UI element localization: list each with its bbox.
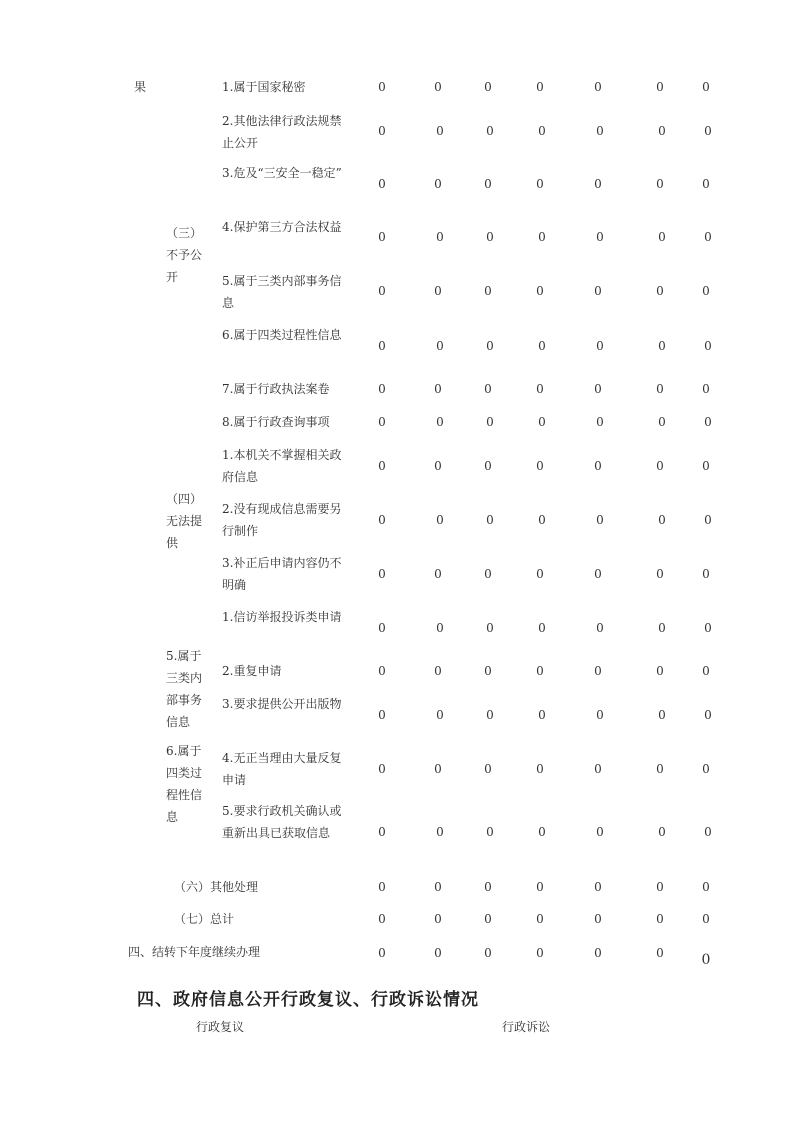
- value-cell: 0: [704, 415, 712, 429]
- value-cell: 0: [378, 567, 386, 581]
- value-cell: 0: [594, 177, 602, 191]
- value-cell: 0: [658, 415, 666, 429]
- value-cell: 0: [538, 513, 546, 527]
- value-cell: 0: [538, 708, 546, 722]
- value-cell: 0: [536, 912, 544, 926]
- value-cell: 0: [484, 912, 492, 926]
- value-cell: 0: [484, 664, 492, 678]
- value-cell: 0: [484, 762, 492, 776]
- value-cell: 0: [594, 946, 602, 960]
- value-cell: 0: [596, 124, 604, 138]
- value-cell: 0: [538, 124, 546, 138]
- value-cell: 0: [656, 459, 664, 473]
- value-cell: 0: [434, 664, 442, 678]
- value-cell: 0: [594, 664, 602, 678]
- value-cell: 0: [656, 762, 664, 776]
- value-cell: 0: [596, 230, 604, 244]
- value-cell: 0: [536, 762, 544, 776]
- group-label-process-info: 6.属于四类过程性信息: [166, 744, 203, 824]
- group-label-internal-affairs: 5.属于三类内部事务信息: [166, 649, 203, 729]
- row-label: 5.属于三类内部事务信息: [222, 274, 342, 310]
- value-cell: 0: [378, 880, 386, 894]
- value-cell: 0: [658, 621, 666, 635]
- value-cell: 0: [656, 284, 664, 298]
- row-label: 4.无正当理由大量反复申请: [222, 751, 342, 787]
- value-cell: 0: [594, 567, 602, 581]
- value-cell: 0: [436, 621, 444, 635]
- value-cell: 0: [656, 880, 664, 894]
- value-cell: 0: [536, 284, 544, 298]
- value-cell: 0: [378, 513, 386, 527]
- value-cell: 0: [702, 80, 710, 94]
- row-label: 4.保护第三方合法权益: [222, 220, 342, 234]
- row-label-total: （七）总计: [174, 912, 235, 926]
- value-cell: 0: [484, 177, 492, 191]
- value-cell: 0: [701, 952, 711, 968]
- value-cell: 0: [378, 80, 386, 94]
- value-cell: 0: [594, 880, 602, 894]
- group-label-not-disclosed: （三）不予公开: [166, 226, 203, 284]
- value-cell: 0: [378, 339, 386, 353]
- value-cell: 0: [436, 415, 444, 429]
- group-label-cannot-provide: （四）无法提供: [166, 492, 203, 550]
- value-cell: 0: [378, 177, 386, 191]
- value-cell: 0: [436, 124, 444, 138]
- value-cell: 0: [596, 339, 604, 353]
- value-cell: 0: [536, 80, 544, 94]
- value-cell: 0: [658, 825, 666, 839]
- value-cell: 0: [538, 230, 546, 244]
- value-cell: 0: [378, 912, 386, 926]
- value-cell: 0: [702, 284, 710, 298]
- value-cell: 0: [702, 762, 710, 776]
- value-cell: 0: [596, 621, 604, 635]
- value-cell: 0: [536, 946, 544, 960]
- value-cell: 0: [596, 708, 604, 722]
- value-cell: 0: [436, 230, 444, 244]
- value-cell: 0: [486, 621, 494, 635]
- value-cell: 0: [594, 284, 602, 298]
- value-cell: 0: [378, 230, 386, 244]
- value-cell: 0: [658, 124, 666, 138]
- value-cell: 0: [378, 459, 386, 473]
- value-cell: 0: [596, 415, 604, 429]
- value-cell: 0: [656, 946, 664, 960]
- value-cell: 0: [536, 880, 544, 894]
- value-cell: 0: [484, 284, 492, 298]
- value-cell: 0: [536, 382, 544, 396]
- section-heading: 四、政府信息公开行政复议、行政诉讼情况: [137, 990, 479, 1010]
- value-cell: 0: [594, 762, 602, 776]
- value-cell: 0: [436, 708, 444, 722]
- value-cell: 0: [378, 708, 386, 722]
- value-cell: 0: [434, 567, 442, 581]
- row-label: 6.属于四类过程性信息: [222, 328, 342, 342]
- row-label: 3.危及“三安全一稳定”: [222, 166, 342, 180]
- value-cell: 0: [656, 382, 664, 396]
- value-cell: 0: [594, 459, 602, 473]
- value-cell: 0: [656, 177, 664, 191]
- value-cell: 0: [536, 177, 544, 191]
- value-cell: 0: [486, 415, 494, 429]
- value-cell: 0: [656, 80, 664, 94]
- value-cell: 0: [704, 339, 712, 353]
- row-label: 2.重复申请: [222, 664, 282, 678]
- value-cell: 0: [702, 382, 710, 396]
- value-cell: 0: [434, 459, 442, 473]
- value-cell: 0: [658, 230, 666, 244]
- value-cell: 0: [434, 177, 442, 191]
- value-cell: 0: [378, 124, 386, 138]
- value-cell: 0: [434, 80, 442, 94]
- value-cell: 0: [596, 825, 604, 839]
- row-label: 2.没有现成信息需要另行制作: [222, 502, 342, 538]
- value-cell: 0: [658, 339, 666, 353]
- row-label: 5.要求行政机关确认或重新出具已获取信息: [222, 804, 342, 840]
- value-cell: 0: [378, 664, 386, 678]
- value-cell: 0: [486, 124, 494, 138]
- row-label: 3.补正后申请内容仍不明确: [222, 556, 342, 592]
- row-label-other: （六）其他处理: [174, 880, 259, 894]
- value-cell: 0: [378, 382, 386, 396]
- value-cell: 0: [484, 459, 492, 473]
- value-cell: 0: [484, 946, 492, 960]
- value-cell: 0: [434, 912, 442, 926]
- value-cell: 0: [484, 80, 492, 94]
- value-cell: 0: [536, 567, 544, 581]
- value-cell: 0: [486, 339, 494, 353]
- value-cell: 0: [484, 567, 492, 581]
- value-cell: 0: [486, 825, 494, 839]
- value-cell: 0: [658, 708, 666, 722]
- value-cell: 0: [378, 415, 386, 429]
- value-cell: 0: [484, 382, 492, 396]
- value-cell: 0: [378, 946, 386, 960]
- value-cell: 0: [484, 880, 492, 894]
- value-cell: 0: [538, 339, 546, 353]
- value-cell: 0: [434, 946, 442, 960]
- value-cell: 0: [702, 912, 710, 926]
- value-cell: 0: [704, 621, 712, 635]
- value-cell: 0: [594, 80, 602, 94]
- value-cell: 0: [704, 513, 712, 527]
- value-cell: 0: [434, 880, 442, 894]
- value-cell: 0: [378, 284, 386, 298]
- value-cell: 0: [704, 708, 712, 722]
- value-cell: 0: [378, 762, 386, 776]
- value-cell: 0: [702, 177, 710, 191]
- row-fragment-label: 果: [134, 80, 147, 94]
- value-cell: 0: [658, 513, 666, 527]
- value-cell: 0: [436, 339, 444, 353]
- value-cell: 0: [594, 382, 602, 396]
- row-label: 7.属于行政执法案卷: [222, 382, 330, 396]
- row-label: 1.本机关不掌握相关政府信息: [222, 448, 342, 484]
- value-cell: 0: [702, 664, 710, 678]
- subheader-admin-litigation: 行政诉讼: [502, 1020, 551, 1034]
- value-cell: 0: [486, 230, 494, 244]
- row-label: 1.信访举报投诉类申请: [222, 610, 342, 624]
- subheader-admin-review: 行政复议: [196, 1020, 245, 1034]
- value-cell: 0: [704, 230, 712, 244]
- value-cell: 0: [702, 567, 710, 581]
- value-cell: 0: [434, 382, 442, 396]
- value-cell: 0: [702, 459, 710, 473]
- value-cell: 0: [594, 912, 602, 926]
- value-cell: 0: [656, 664, 664, 678]
- value-cell: 0: [536, 664, 544, 678]
- value-cell: 0: [436, 825, 444, 839]
- value-cell: 0: [704, 825, 712, 839]
- value-cell: 0: [538, 415, 546, 429]
- row-label: 8.属于行政查询事项: [222, 415, 330, 429]
- row-label: 3.要求提供公开出版物: [222, 697, 342, 711]
- row-label-carry-over: 四、结转下年度继续办理: [128, 945, 261, 959]
- value-cell: 0: [434, 284, 442, 298]
- value-cell: 0: [596, 513, 604, 527]
- value-cell: 0: [436, 513, 444, 527]
- value-cell: 0: [378, 825, 386, 839]
- value-cell: 0: [702, 880, 710, 894]
- value-cell: 0: [704, 124, 712, 138]
- value-cell: 0: [434, 762, 442, 776]
- row-label: 2.其他法律行政法规禁止公开: [222, 114, 342, 150]
- value-cell: 0: [656, 567, 664, 581]
- row-label: 1.属于国家秘密: [222, 80, 306, 94]
- value-cell: 0: [486, 708, 494, 722]
- value-cell: 0: [656, 912, 664, 926]
- value-cell: 0: [538, 621, 546, 635]
- value-cell: 0: [538, 825, 546, 839]
- value-cell: 0: [486, 513, 494, 527]
- value-cell: 0: [378, 621, 386, 635]
- value-cell: 0: [536, 459, 544, 473]
